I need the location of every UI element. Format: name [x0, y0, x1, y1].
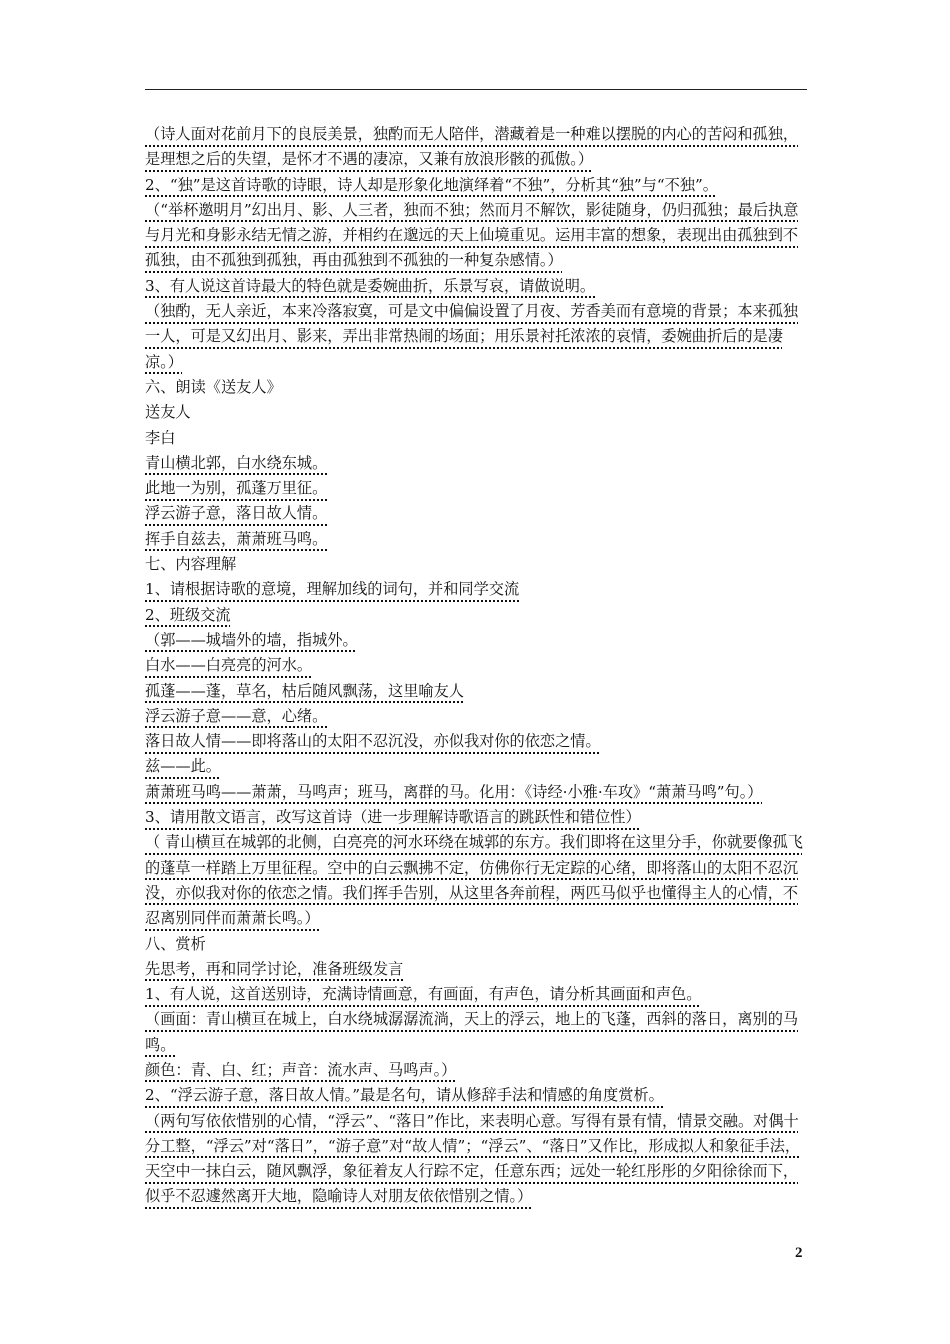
text-line	[145, 653, 810, 678]
text-line-content: 李白	[145, 428, 176, 447]
text-line	[145, 957, 810, 982]
text-line	[145, 628, 810, 653]
text-line-content: （ 青山横亘在城郭的北侧，白亮亮的河水环绕在城郭的东方。我们即将在这里分手，你就要像孤飞的蓬草一样踏上万里征程。空中的白云飘拂不定，仿佛你行无定踪的心绪，即将落山的太阳不忍沉没，亦似我对你的依恋之情。我们挥手告别，从这里各奔前程，两匹马似乎也懂得主人的心情，不忍离别同伴而萧萧长鸣。）	[145, 833, 803, 928]
text-line-content: 八、赏析	[145, 934, 206, 953]
text-line	[145, 552, 810, 577]
text-line-content: （两句写依依惜别的心情，“浮云”、“落日”作比，来表明心意。写得有景有情，情景交融。对偶十分工整，“浮云”对“落日”，“游子意”对“故人情”；“浮云”、“落日”又作比，形成拟人和象征手法，天空中一抹白云，随风飘浮，象征着友人行踪不定，任意东西；远处一轮红彤彤的夕阳徐徐而下，似乎不忍遽然离开大地，隐喻诗人对朋友依依惜别之情。）	[145, 1111, 801, 1206]
text-line-content: 挥手自兹去，萧萧班马鸣。	[145, 529, 328, 548]
text-line	[145, 729, 810, 754]
text-line	[145, 173, 810, 198]
text-line-content: 七、内容理解	[145, 555, 237, 574]
text-line-content: （诗人面对花前月下的良辰美景，独酌而无人陪伴，潜藏着是一种难以摆脱的内心的苦闷和孤独，是理想之后的失望，是怀才不遇的凄凉，又兼有放浪形骸的孤傲。）	[145, 125, 799, 169]
text-line-content: （画面：青山横亘在城上，白水绕城潺潺流淌，天上的浮云，地上的飞蓬，西斜的落日，离别的马鸣。	[145, 1010, 799, 1054]
text-line-content: 1、请根据诗歌的意境，理解加线的词句，并和同学交流	[145, 580, 520, 599]
text-line	[145, 400, 810, 425]
text-line	[145, 1109, 810, 1210]
text-line-content: （“举杯邀明月”幻出月、影、人三者，独而不独；然而月不解饮，影徒随身，仍归孤独；最后执意与月光和身影永结无情之游，并相约在邈远的天上仙境重见。运用丰富的想象，表现出由孤独到不孤独，由不孤独到孤独，再由孤独到不孤独的一种复杂感情。）	[145, 200, 799, 270]
text-line-content: 孤蓬——蓬，草名，枯后随风飘荡，这里喻友人	[145, 681, 464, 700]
text-line	[145, 780, 810, 805]
text-line-content: 2、“浮云游子意，落日故人情。”最是名句，请从修辞手法和情感的角度赏析。	[145, 1086, 664, 1105]
text-line	[145, 932, 810, 957]
text-line	[145, 1083, 810, 1108]
text-line-content: 浮云游子意——意，心绪。	[145, 706, 328, 725]
text-line-content: 落日故人情——即将落山的太阳不忍沉没，亦似我对你的依恋之情。	[145, 732, 601, 751]
page-number: 2	[795, 1245, 803, 1261]
text-line-content: 此地一为别，孤蓬万里征。	[145, 479, 328, 498]
text-line-content: 3、请用散文语言，改写这首诗（进一步理解诗歌语言的跳跃性和错位性）	[145, 808, 641, 827]
text-line	[145, 527, 810, 552]
text-line-content: （独酌，无人亲近，本来冷落寂寞，可是文中偏偏设置了月夜、芳香美而有意境的背景；本来孤独一人，可是又幻出月、影来，弄出非常热闹的场面；用乐景衬托浓浓的哀情，委婉曲折后的是凄凉。）	[145, 302, 799, 371]
text-line-content: 2、班级交流	[145, 605, 231, 624]
text-line	[145, 198, 810, 274]
text-line-content: 先思考，再和同学讨论，准备班级发言	[145, 959, 404, 978]
text-line	[145, 982, 810, 1007]
text-line	[145, 476, 810, 501]
text-line	[145, 122, 810, 173]
document-body	[145, 122, 810, 1210]
text-line	[145, 1058, 810, 1083]
text-line-content: 萧萧班马鸣——萧萧，马鸣声；班马，离群的马。化用：《诗经·小雅·车攻》“萧萧马鸣”句。）	[145, 782, 763, 801]
header-rule	[145, 89, 807, 90]
text-line-content: 白水——白亮亮的河水。	[145, 656, 313, 675]
text-line-content: 送友人	[145, 403, 191, 422]
text-line-content: 2、“独”是这首诗歌的诗眼，诗人却是形象化地演绎着“不独”，分析其“独”与“不独”。	[145, 175, 718, 194]
text-line	[145, 577, 810, 602]
text-line-content: 青山横北郭，白水绕东城。	[145, 453, 328, 472]
text-line	[145, 299, 810, 375]
text-line	[145, 501, 810, 526]
text-line	[145, 830, 810, 931]
text-line-content: （郭——城墙外的墙，指城外。	[145, 630, 358, 649]
text-line	[145, 679, 810, 704]
text-line	[145, 426, 810, 451]
text-line	[145, 704, 810, 729]
text-line	[145, 274, 810, 299]
text-line	[145, 754, 810, 779]
text-line-content: 兹——此。	[145, 757, 221, 776]
text-line	[145, 1007, 810, 1058]
text-line-content: 1、有人说，这首送别诗，充满诗情画意，有画面，有声色，请分析其画面和声色。	[145, 985, 702, 1004]
text-line	[145, 603, 810, 628]
text-line-content: 颜色：青、白、红；声音：流水声、马鸣声。）	[145, 1060, 457, 1079]
text-line-content: 浮云游子意，落日故人情。	[145, 504, 328, 523]
text-line-content: 六、朗读《送友人》	[145, 377, 282, 396]
text-line	[145, 375, 810, 400]
text-line	[145, 805, 810, 830]
text-line-content: 3、有人说这首诗最大的特色就是委婉曲折，乐景写哀，请做说明。	[145, 276, 596, 295]
text-line	[145, 451, 810, 476]
